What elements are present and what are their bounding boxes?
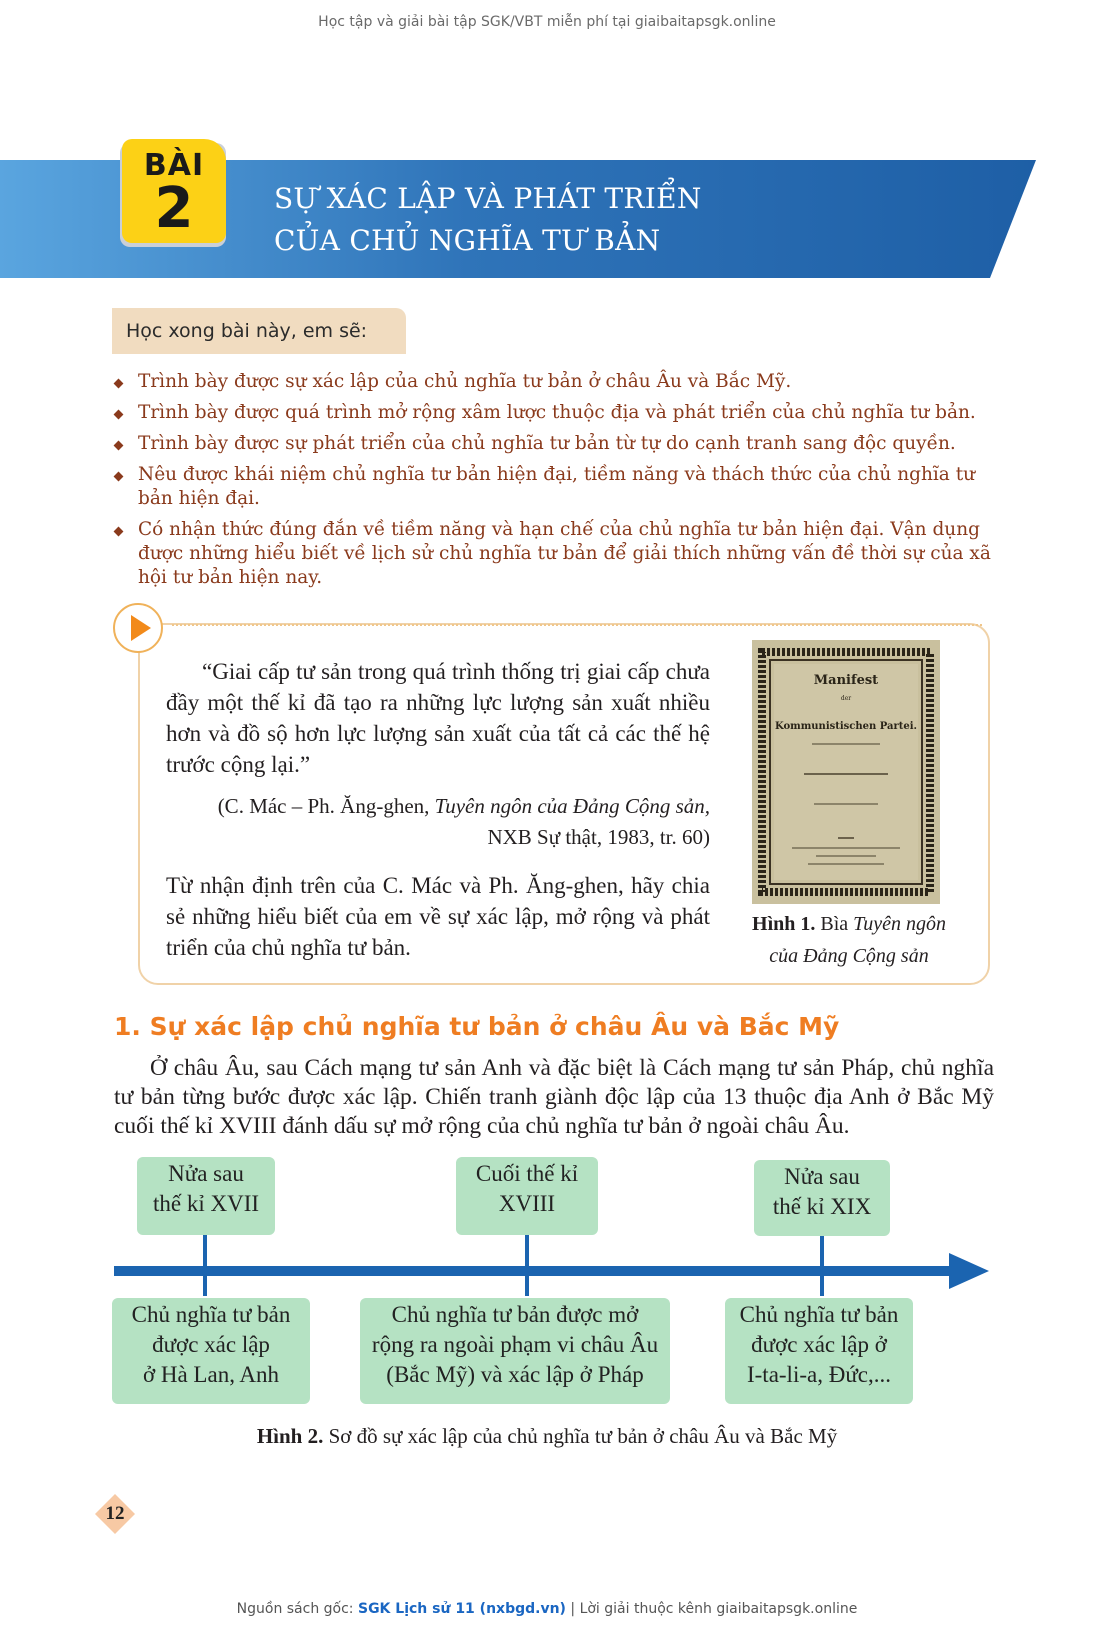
intro-citation: (C. Mác – Ph. Ăng-ghen, Tuyên ngôn của Đảng Cộng sản, NXB Sự thật, 1983, tr. 60) xyxy=(217,794,710,849)
lesson-title-line1: SỰ XÁC LẬP VÀ PHÁT TRIỂN xyxy=(274,182,702,215)
bullet-icon xyxy=(114,472,124,482)
bullet-icon xyxy=(114,441,124,451)
intro-prompt: Từ nhận định trên của C. Mác và Ph. Ăng-ghen, hãy chia sẻ những hiểu biết của em về sự xác lập, mở rộng và phát triển của chủ nghĩa tư bản. xyxy=(166,873,710,960)
timeline-event: Chủ nghĩa tư bản được xác lập ở I-ta-li-a, Đức,... xyxy=(725,1298,913,1404)
section1-paragraph: Ở châu Âu, sau Cách mạng tư sản Anh và đặc biệt là Cách mạng tư sản Pháp, chủ nghĩa tư bản từng bước được xác lập. Chiến tranh giành độc lập của 13 thuộc địa Anh ở Bắc Mỹ cuối thế kỉ XVIII đánh dấu sự mở rộng của chủ nghĩa tư bản ở ngoài châu Âu. xyxy=(114,1055,994,1139)
lesson-badge-word: BÀI xyxy=(143,148,205,183)
objective-item: Trình bày được quá trình mở rộng xâm lược thuộc địa và phát triển của chủ nghĩa tư bản. xyxy=(112,401,992,425)
timeline-connector xyxy=(820,1230,824,1296)
lesson-badge xyxy=(122,139,226,243)
timeline-event: Chủ nghĩa tư bản được xác lập ở Hà Lan, Anh xyxy=(112,1298,310,1404)
timeline-period: Nửa sau thế kỉ XIX xyxy=(754,1160,890,1236)
lesson-title xyxy=(274,178,702,262)
manifesto-cover-image xyxy=(752,640,940,904)
objective-item: Trình bày được sự phát triển của chủ nghĩa tư bản từ tự do cạnh tranh sang độc quyền. xyxy=(112,432,992,456)
play-icon xyxy=(113,603,163,653)
objectives-list xyxy=(112,370,992,597)
figure1-caption: Hình 1. Bìa Tuyên ngôn của Đảng Cộng sản xyxy=(752,913,946,967)
timeline-arrow-icon xyxy=(949,1253,989,1289)
cover-title-text: Manifest xyxy=(813,673,879,688)
footer: Nguồn sách gốc: SGK Lịch sử 11 (nxbgd.vn) | Lời giải thuộc kênh giaibaitapsgk.online xyxy=(236,1601,858,1617)
cover-der-text: der xyxy=(840,695,852,702)
objective-item: Có nhận thức đúng đắn về tiềm năng và hạn chế của chủ nghĩa tư bản hiện đại. Vận dụng được những hiểu biết về lịch sử chủ nghĩa tư bản để giải thích những vấn đề thời sự của xã hội tư bản hiện nay. xyxy=(112,518,992,590)
page-number: 12 xyxy=(105,1503,125,1524)
timeline-period: Cuối thế kỉ XVIII xyxy=(456,1157,598,1235)
timeline-event: Chủ nghĩa tư bản được mở rộng ra ngoài phạm vi châu Âu (Bắc Mỹ) và xác lập ở Pháp xyxy=(360,1298,670,1404)
timeline-period: Nửa sau thế kỉ XVII xyxy=(137,1157,275,1235)
timeline-connector xyxy=(203,1230,207,1296)
bullet-icon xyxy=(114,410,124,420)
intro-divider xyxy=(172,624,982,626)
lesson-title-line2: CỦA CHỦ NGHĨA TƯ BẢN xyxy=(274,224,661,257)
footer-source-link[interactable]: SGK Lịch sử 11 (nxbgd.vn) xyxy=(357,1601,566,1617)
objective-item: Trình bày được sự xác lập của chủ nghĩa tư bản ở châu Âu và Bắc Mỹ. xyxy=(112,370,992,394)
cover-subtitle-text: Kommunistischen Partei. xyxy=(774,721,918,732)
header-source-note: Học tập và giải bài tập SGK/VBT miễn phí tại giaibaitapsgk.online xyxy=(318,14,776,30)
intro-quote: “Giai cấp tư sản trong quá trình thống trị giai cấp chưa đầy một thế kỉ đã tạo ra những lực lượng sản xuất nhiều hơn và đồ sộ hơn lực lượng sản xuất của tất cả các thế hệ trước cộng lại.” xyxy=(166,659,710,777)
figure2-caption: Hình 2. Sơ đồ sự xác lập của chủ nghĩa tư bản ở châu Âu và Bắc Mỹ xyxy=(256,1424,838,1448)
timeline-connector xyxy=(525,1230,529,1296)
objectives-label: Học xong bài này, em sẽ: xyxy=(112,308,406,354)
bullet-icon xyxy=(114,379,124,389)
timeline-axis xyxy=(114,1266,956,1276)
section1-heading: 1. Sự xác lập chủ nghĩa tư bản ở châu Âu và Bắc Mỹ xyxy=(114,1012,840,1041)
bullet-icon xyxy=(114,527,124,537)
lesson-badge-number: 2 xyxy=(154,176,194,241)
objective-item: Nêu được khái niệm chủ nghĩa tư bản hiện đại, tiềm năng và thách thức của chủ nghĩa tư bản hiện đại. xyxy=(112,463,992,511)
